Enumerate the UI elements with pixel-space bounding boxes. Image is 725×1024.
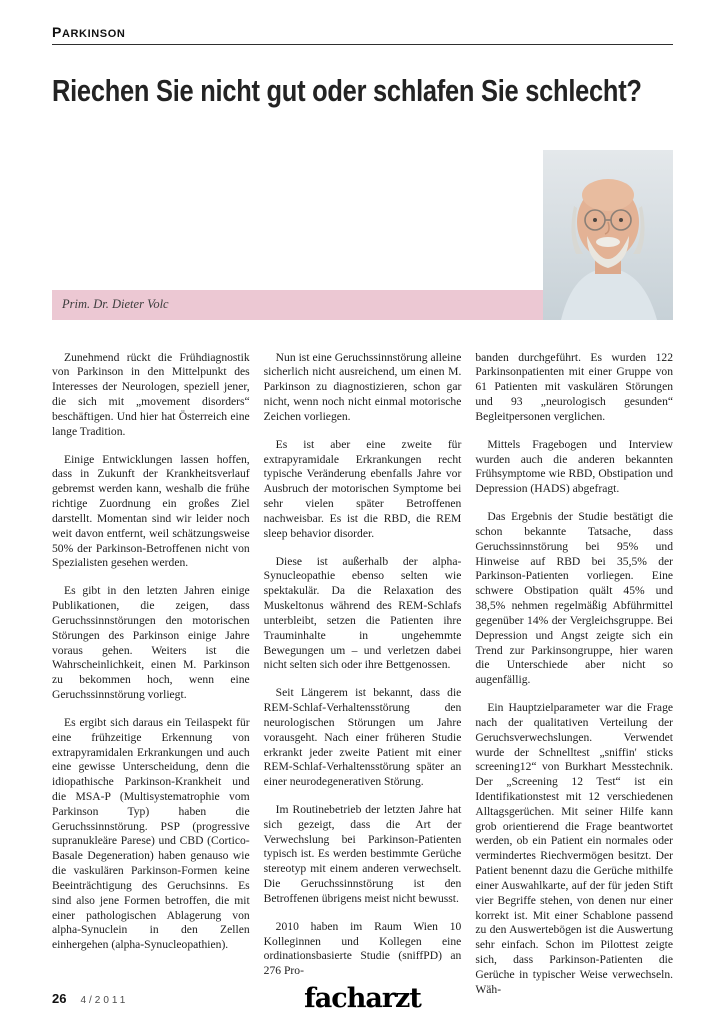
text-column-3 <box>475 351 673 1011</box>
paragraph: Es ist aber eine zweite für extrapyramidale Erkrankungen recht typische Veränderung ebenfalls Jahre vor Ausbruch der motorischen Symptome bei sehr vielen später Betroffenen nachweisbar. Es ist die RBD, die REM sleep behavior disorder. <box>263 437 462 540</box>
paragraph: Zunehmend rückt die Frühdiagnostik von Parkinson in den Mittelpunkt des Interesses der Neurologen, speziell jener, die sich mit „movement disorders“ beschäftigen. Und hier hat Österreich eine lange Tradition. <box>52 350 250 438</box>
issue-number: 4/2011 <box>80 995 129 1006</box>
text-column-2 <box>263 350 462 1014</box>
article-body <box>52 350 674 1014</box>
facharzt-logo: facharzt <box>304 983 421 1014</box>
paragraph: Es gibt in den letzten Jahren einige Publikationen, die zeigen, dass Geruchssinnstörungen den motorischen Störungen des Parkinson einige Jahre voraus gehen. Weiters ist die Wahrscheinlichkeit, einen M. Parkinson zu bekommen hoch, wenn eine Geruchssinnstörung vorliegt. <box>52 584 250 702</box>
page-number: 26 <box>52 991 67 1006</box>
portrait-illustration <box>543 150 673 320</box>
page-footer <box>52 980 673 1012</box>
header-rule <box>52 44 673 45</box>
author-name: Prim. Dr. Dieter Volc <box>62 297 169 312</box>
paragraph: Das Ergebnis der Studie bestätigt die schon bekannte Tatsache, dass Geruchssinnstörung bei 95% und Hinweise auf RBD bei 35,5% der Parkinson-Patienten vorliegen. Eine schwere Obstipation quält 45% und 38,5% nehmen regelmäßig Abführmittel gegenüber 14% der Vergleichsgruppe. Bei Depression und Angst zeigte sich ein Trend zur Parkinsongruppe, hier waren die Unterschiede aber nicht so augenfällig. <box>475 510 674 687</box>
paragraph: Einige Entwicklungen lassen hoffen, dass in Zukunft der Krankheitsverlauf gebremst werden kann, weshalb die frühe richtige Zuordnung ein großes Ziel darstellt. Momentan sind wir leider noch weit davon entfernt, weil schätzungsweise 50% der Parkinson-Betroffenen nicht von Spezialisten gesehen werden. <box>52 452 250 570</box>
paragraph: banden durchgeführt. Es wurden 122 Parkinsonpatienten mit einer Gruppe von 61 Patienten mit vaskulären Störungen und 93 „neurologisch gesunden“ Begleitpersonen verglichen. <box>475 350 674 423</box>
author-photo <box>543 150 673 320</box>
hero-area <box>52 150 673 320</box>
headline: Riechen Sie nicht gut oder schlafen Sie schlecht? <box>52 73 642 108</box>
paragraph: Ein Hauptzielparameter war die Frage nach der qualitativen Verteilung der Geruchsverwechslungen. Verwendet wurde der Schnelltest „sniffin' sticks screening12“ von Burkhart Messtechnik. Der „Screening 12 Test“ ist ein Identifikationstest mit 12 verschiedenen Alltagsgerüchen. Mit seiner Hilfe kann grob orientierend die Frage beantwortet werden, ob ein Patient ein normales oder vermindertes Riechvermögen besitzt. Der Patient benennt dazu die Gerüche mithilfe einer Auswahlkarte, auf der für jeden Stift vier Begriffe stehen, von denen nur einer korrekt ist. Mit einer Schablone passend zu den Auswertebögen ist die Auswertung sehr einfach. Schon im Pilottest zeigte sich, dass Parkinson-Patienten die Gerüche in typischer Weise verwechseln. Wäh- <box>475 701 674 996</box>
paragraph: Nun ist eine Geruchssinnstörung alleine sicherlich nicht ausreichend, um einen M. Parkinson zu diagnostizieren, schon gar nicht, wenn noch nicht einmal motorische Zeichen vorliegen. <box>263 350 462 423</box>
section-label: PARKINSON <box>52 24 126 40</box>
paragraph: Diese ist außerhalb der alpha-Synucleopathie ebenso selten wie spektakulär. Da die Relaxation des Muskeltonus während des REM-Schlafs unterbleibt, setzen die Patienten ihre Trauminhalte in ungehemmte Bewegungen um – und verletzen dabei nicht selten sich oder ihre Bettgenossen. <box>263 554 462 672</box>
paragraph: Im Routinebetrieb der letzten Jahre hat sich gezeigt, dass die Art der Verwechslung bei Parkinson-Patienten typisch ist. Es werden bestimmte Gerüche stereotyp mit einem anderen verwechselt. Die Geruchssinnstörung ist den Betroffenen übrigens meist nicht bewusst. <box>263 803 462 905</box>
footer-pagination <box>52 990 128 1008</box>
paragraph: Es ergibt sich daraus ein Teilaspekt für eine frühzeitige Erkennung von extrapyramidalen Erkrankungen und auch eine gewisse Unterscheidung, denn die idiopathische Parkinson-Krankheit und die MSA-P (Multisystematrophie vom Parkinson Typ) haben die Geruchssinnstörung. PSP (progressive supranukleäre Parese) und CBD (Cortico-Basale Degeneration) haben genauso wie die vaskulären Parkinson-Formen keine Beeinträchtigung des Geruchsinns. Es sind also jene Formen betroffen, die mit einer pathologischen Ablagerung von alpha-Synuclein in den Zellen einhergehen (alpha-Synucleopathien). <box>52 715 250 952</box>
paragraph: Mittels Fragebogen und Interview wurden auch die anderen bekannten Frühsymptome wie RBD, Obstipation und Depression (HADS) abgefragt. <box>475 437 674 496</box>
text-column-1 <box>52 351 250 1011</box>
paragraph: 2010 haben im Raum Wien 10 Kolleginnen und Kollegen eine ordinationsbasierte Studie (sniffPD) an 276 Pro- <box>263 919 462 978</box>
paragraph: Seit Längerem ist bekannt, dass die REM-Schlaf-Verhaltensstörung den neurologischen Störungen um Jahre vorausgeht. Nach einer früheren Studie erkrankt jeder zweite Patient mit einer REM-Schlaf-Verhaltensstörung später an einer neurodegenerativen Störung. <box>263 686 462 789</box>
